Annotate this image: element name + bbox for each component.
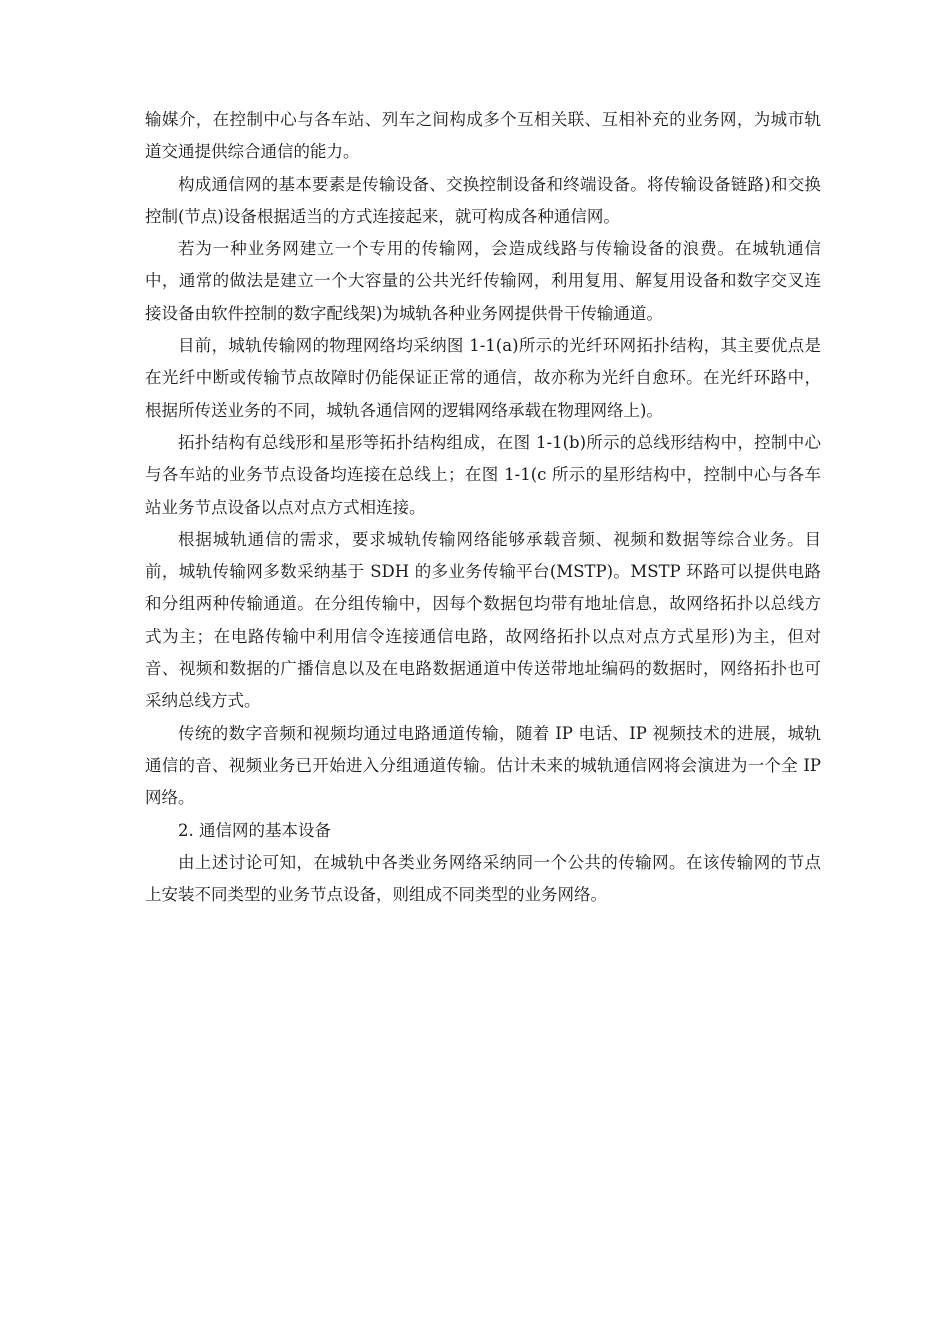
paragraph-ip-evolution: 传统的数字音频和视频均通过电路通道传输，随着 IP 电话、IP 视频技术的进展，城轨通信的音、视频业务已开始进入分组通道传输。估计未来的城轨通信网将会演进为一个全 IP 网络。	[145, 723, 821, 808]
paragraph-bus-star-topology: 拓扑结构有总线形和星形等拓扑结构组成，在图 1-1(b)所示的总线形结构中，控制中心与各车站的业务节点设备均连接在总线上；在图 1-1(c 所示的星形结构中，控制中心与各车站业务节点设备以点对点方式相连接。	[145, 432, 821, 517]
paragraph-basic-elements: 构成通信网的基本要素是传输设备、交换控制设备和终端设备。将传输设备链路)和交换控制(节点)设备根据适当的方式连接起来，就可构成各种通信网。	[145, 174, 821, 226]
paragraph-continuation: 输媒介，在控制中心与各车站、列车之间构成多个互相关联、互相补充的业务网，为城市轨道交通提供综合通信的能力。	[145, 110, 821, 162]
paragraph-mstp: 根据城轨通信的需求，要求城轨传输网络能够承载音频、视频和数据等综合业务。目前，城轨传输网多数采纳基于 SDH 的多业务传输平台(MSTP)。MSTP 环路可以提供电路和分组两种传输通道。在分组传输中，因每个数据包均带有地址信息，故网络拓扑以总线方式为主；在电路传输中利用信令连接通信电路，故网络拓扑以点对点方式星形)为主，但对音、视频和数据的广播信息以及在电路数据通道中传送带地址编码的数据时，网络拓扑也可采纳总线方式。	[145, 529, 821, 711]
document-body	[145, 104, 821, 911]
section-heading: 2. 通信网的基本设备	[178, 820, 331, 840]
paragraph-dedicated-network: 若为一种业务网建立一个专用的传输网，会造成线路与传输设备的浪费。在城轨通信中，通常的做法是建立一个大容量的公共光纤传输网，利用复用、解复用设备和数字交叉连接设备由软件控制的数字配线架)为城轨各种业务网提供骨干传输通道。	[145, 239, 821, 323]
paragraph-ring-topology: 目前，城轨传输网的物理网络均采纳图 1-1(a)所示的光纤环网拓扑结构，其主要优点是在光纤中断或传输节点故障时仍能保证正常的通信，故亦称为光纤自愈环。在光纤环路中，根据所传送业务的不同，城轨各通信网的逻辑网络承载在物理网络上)。	[145, 336, 821, 420]
paragraph-node-devices: 由上述讨论可知，在城轨中各类业务网络采纳同一个公共的传输网。在该传输网的节点上安装不同类型的业务节点设备，则组成不同类型的业务网络。	[145, 852, 821, 905]
